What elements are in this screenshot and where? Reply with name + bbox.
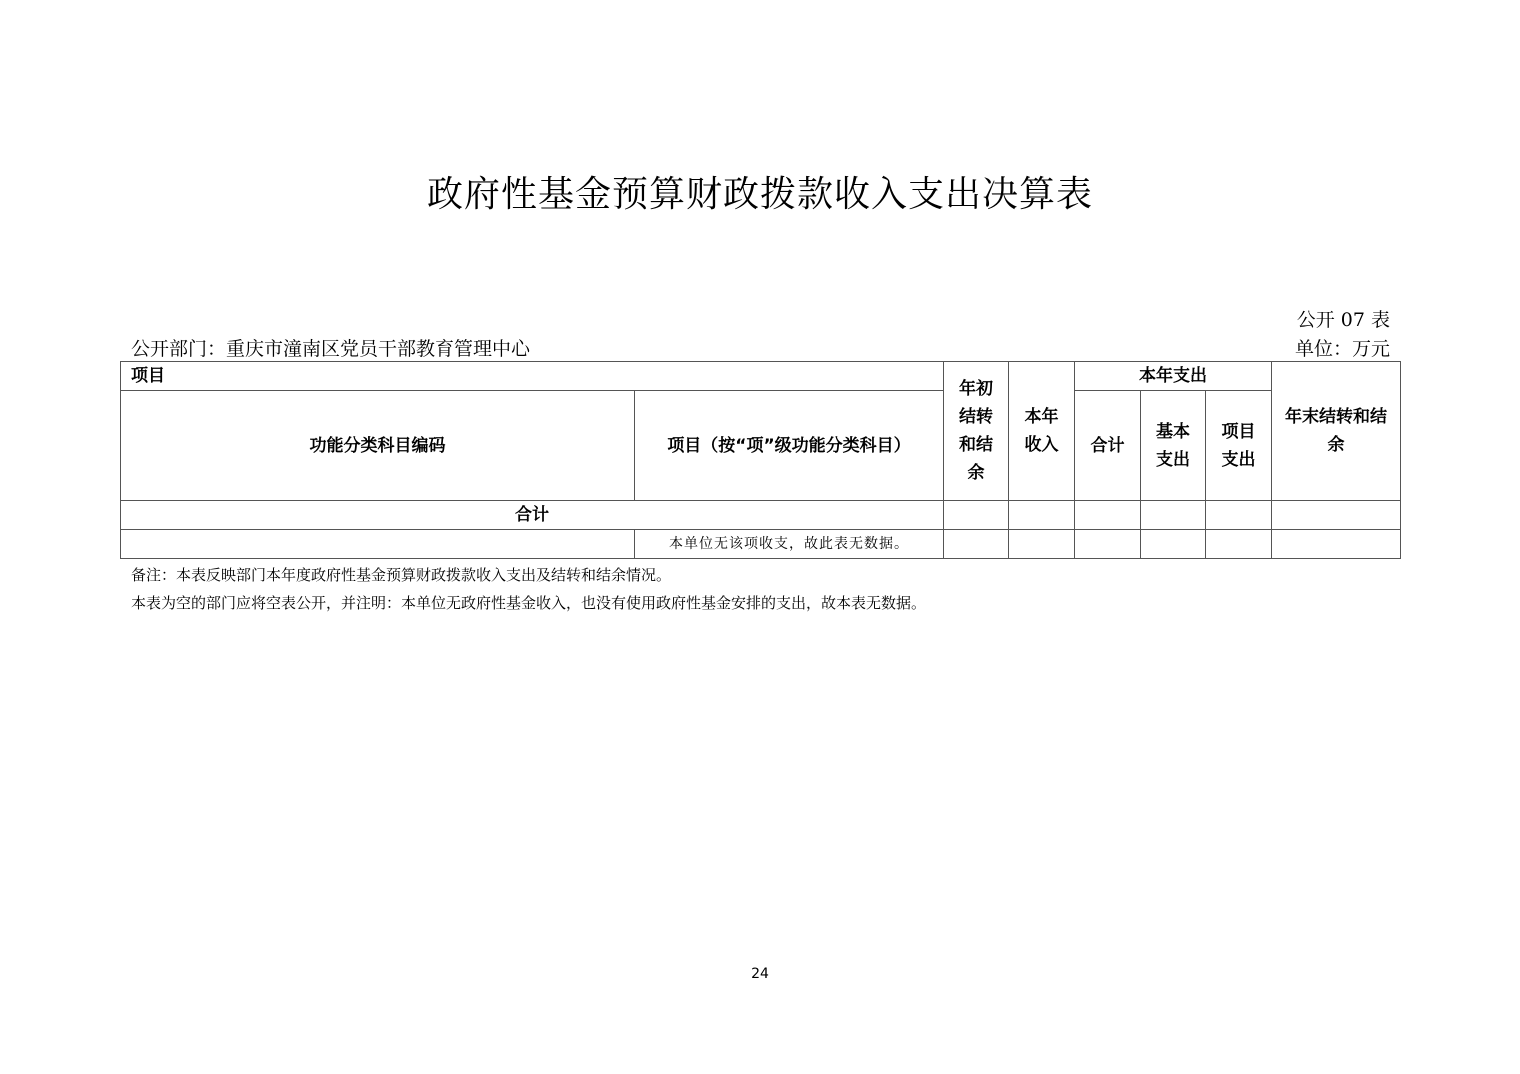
- data-cell: [1272, 530, 1401, 559]
- header-income: [1009, 362, 1075, 501]
- page-title: 政府性基金预算财政拨款收入支出决算表: [426, 174, 1093, 215]
- data-cell: [1009, 530, 1075, 559]
- header-project: 项目: [121, 362, 944, 391]
- header-begin-balance-text: 年初结转和结余: [959, 379, 993, 483]
- empty-note: 本单位无该项收支，故此表无数据。: [635, 530, 944, 559]
- header-end-balance-text: 年末结转和结余: [1285, 407, 1387, 455]
- total-cell: [1009, 501, 1075, 530]
- header-code: 功能分类科目编码: [121, 391, 635, 501]
- total-cell: [1272, 501, 1401, 530]
- table-row-total: [121, 501, 1401, 530]
- table-row: [121, 530, 1401, 559]
- header-expense-project: [1206, 391, 1272, 501]
- total-label: 合计: [121, 501, 944, 530]
- data-cell: [1141, 530, 1206, 559]
- header-expense-basic: [1141, 391, 1206, 501]
- unit-label: 单位：万元: [1294, 338, 1390, 360]
- header-begin-balance: [944, 362, 1009, 501]
- header-item: 项目（按“项”级功能分类科目）: [635, 391, 944, 501]
- data-cell: [944, 530, 1009, 559]
- header-end-balance: [1272, 362, 1401, 501]
- data-cell: [1206, 530, 1272, 559]
- total-cell: [1075, 501, 1141, 530]
- header-income-text: 本年收入: [1024, 407, 1059, 455]
- total-cell: [1206, 501, 1272, 530]
- header-expense-total: 合计: [1075, 391, 1141, 501]
- note-line-1: 备注：本表反映部门本年度政府性基金预算财政拨款收入支出及结转和结余情况。: [131, 566, 672, 584]
- data-cell: [1075, 530, 1141, 559]
- data-cell: [121, 530, 635, 559]
- page-number: 24: [751, 966, 769, 982]
- note-line-2: 本表为空的部门应将空表公开，并注明：本单位无政府性基金收入，也没有使用政府性基金安排的支出，故本表无数据。: [131, 594, 927, 612]
- department-label: 公开部门：重庆市潼南区党员干部教育管理中心: [131, 338, 531, 360]
- header-expense-group: 本年支出: [1075, 362, 1272, 391]
- budget-table: [120, 361, 1401, 559]
- table-number: 公开 07 表: [1296, 309, 1390, 331]
- header-expense-basic-text: 基本支出: [1156, 421, 1190, 470]
- total-cell: [1141, 501, 1206, 530]
- total-cell: [944, 501, 1009, 530]
- header-expense-project-text: 项目支出: [1221, 421, 1256, 470]
